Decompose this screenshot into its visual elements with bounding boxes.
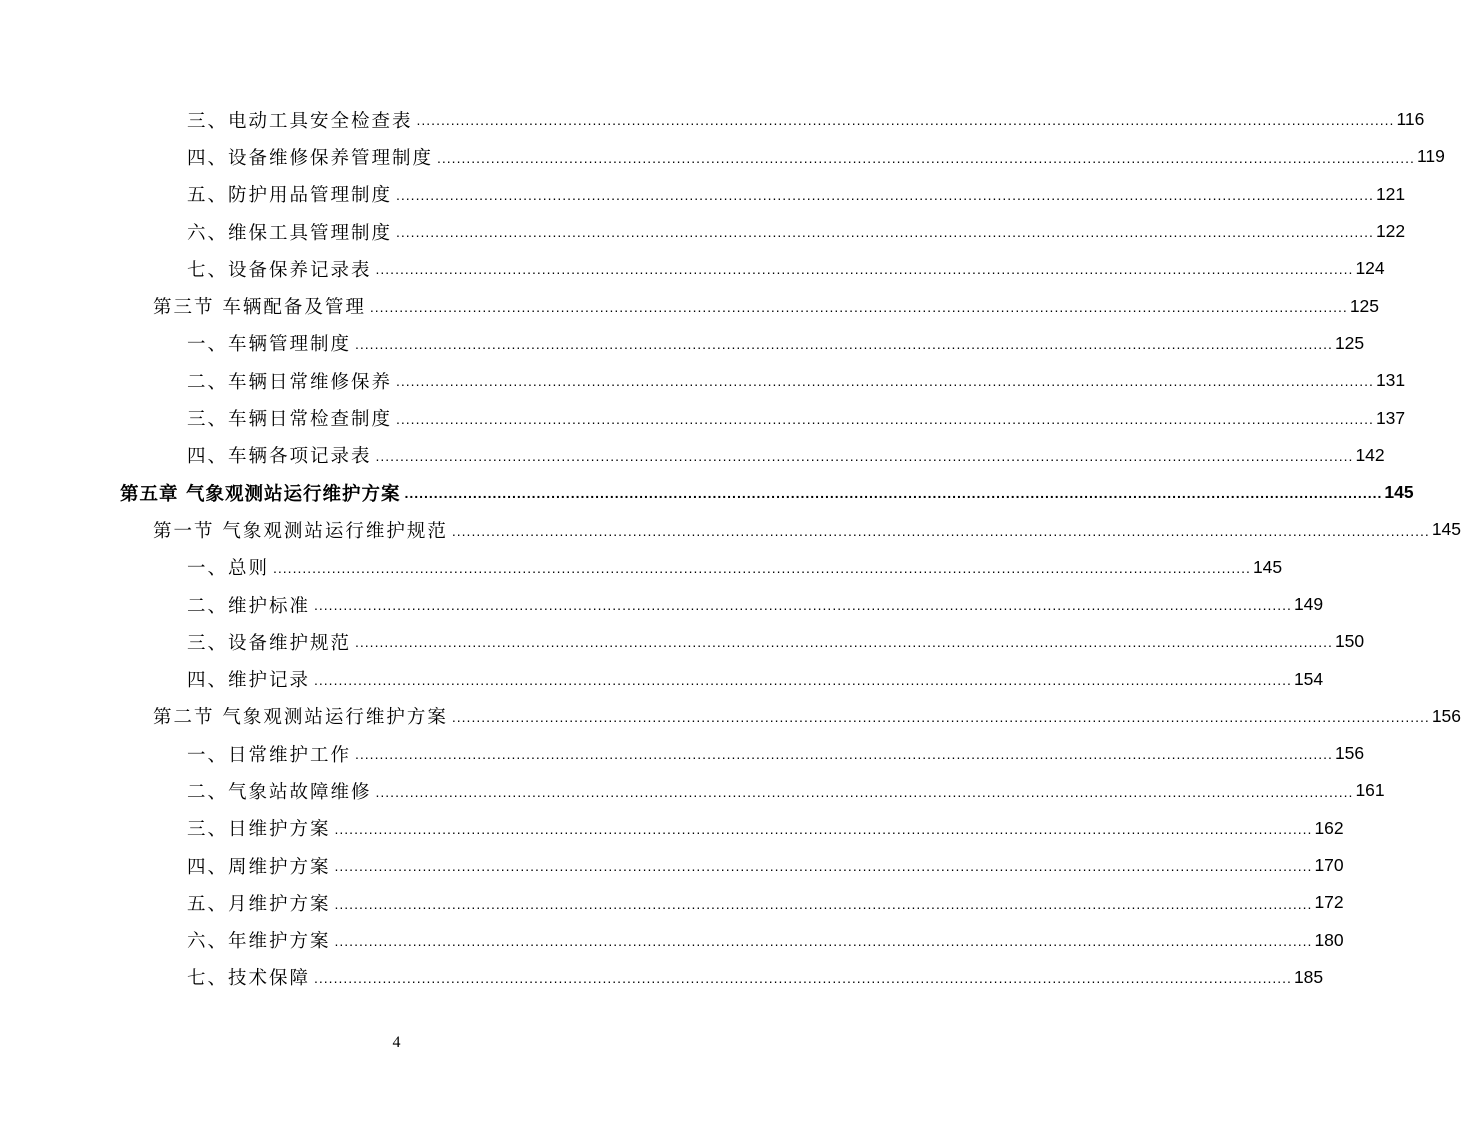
toc-section-entry[interactable]: [0, 698, 1461, 735]
toc-entry-page: 116: [1396, 109, 1425, 130]
toc-item-entry[interactable]: [0, 884, 1344, 921]
toc-item-entry[interactable]: [0, 660, 1324, 697]
dot-leader: ........................................................................................................................................................................................................: [334, 820, 1313, 837]
dot-leader: ........................................................................................................................................................................................................: [314, 970, 1292, 987]
dot-leader: ........................................................................................................................................................................................................: [396, 373, 1374, 390]
toc-item-entry[interactable]: [0, 325, 1365, 362]
toc-entry-title: 第一节 气象观测站运行维护规范: [153, 520, 448, 542]
toc-entry-title: 四、维护记录: [187, 670, 311, 692]
toc-item-entry[interactable]: [0, 213, 1406, 250]
dot-leader: ........................................................................................................................................................................................................: [334, 932, 1313, 949]
toc-entry-title: 四、设备维修保养管理制度: [187, 147, 434, 169]
toc-item-entry[interactable]: [0, 101, 1425, 138]
toc-entry-page: 180: [1314, 929, 1344, 950]
toc-item-entry[interactable]: [0, 959, 1324, 996]
toc-item-entry[interactable]: [0, 399, 1406, 436]
toc-item-entry[interactable]: [0, 437, 1385, 474]
toc-section-entry[interactable]: [0, 511, 1461, 548]
dot-leader: ........................................................................................................................................................................................................: [416, 112, 1395, 129]
toc-entry-page: 145: [1252, 556, 1283, 577]
toc-entry-title: 四、周维护方案: [187, 856, 331, 878]
dot-leader: ........................................................................................................................................................................................................: [396, 186, 1374, 203]
toc-chapter-entry[interactable]: [0, 474, 1414, 511]
toc-entry-title: 五、防护用品管理制度: [187, 185, 393, 207]
toc-entry-title: 一、总则: [187, 558, 270, 580]
page-number: 4: [392, 1034, 401, 1051]
dot-leader: ........................................................................................................................................................................................................: [375, 783, 1354, 800]
toc-item-entry[interactable]: [0, 138, 1445, 175]
dot-leader: ........................................................................................................................................................................................................: [396, 224, 1374, 241]
toc-entry-page: 137: [1375, 407, 1406, 428]
toc-item-entry[interactable]: [0, 772, 1385, 809]
dot-leader: ........................................................................................................................................................................................................: [375, 261, 1354, 278]
toc-item-entry[interactable]: [0, 250, 1385, 287]
toc-entry-title: 六、年维护方案: [187, 931, 331, 953]
toc-section-entry[interactable]: [0, 287, 1380, 324]
toc-entry-page: 149: [1293, 594, 1324, 614]
dot-leader: ........................................................................................................................................................................................................: [314, 597, 1292, 614]
dot-leader: ........................................................................................................................................................................................................: [396, 410, 1374, 427]
toc-entry-page: 145: [1384, 482, 1414, 503]
dot-leader: ........................................................................................................................................................................................................: [355, 336, 1333, 353]
toc-entry-title: 三、日维护方案: [187, 819, 331, 841]
toc-item-entry[interactable]: [0, 176, 1406, 213]
dot-leader: ........................................................................................................................................................................................................: [404, 485, 1383, 502]
toc-entry-page: 124: [1355, 258, 1385, 279]
toc-entry-page: 125: [1334, 332, 1365, 353]
toc-entry-title: 六、维保工具管理制度: [187, 222, 393, 244]
toc-item-entry[interactable]: [0, 549, 1283, 586]
toc-entry-page: 125: [1349, 295, 1380, 316]
dot-leader: ........................................................................................................................................................................................................: [375, 447, 1354, 464]
toc-entry-page: 154: [1293, 668, 1324, 689]
table-of-contents: [0, 101, 1461, 996]
toc-entry-page: 161: [1355, 780, 1385, 801]
toc-entry-title: 三、电动工具安全检查表: [187, 110, 413, 132]
toc-entry-title: 二、车辆日常维修保养: [187, 371, 393, 393]
toc-entry-title: 三、设备维护规范: [187, 632, 352, 654]
toc-entry-page: 162: [1314, 817, 1344, 838]
toc-item-entry[interactable]: [0, 586, 1324, 623]
toc-entry-title: 三、车辆日常检查制度: [187, 409, 393, 431]
dot-leader: ........................................................................................................................................................................................................: [451, 522, 1430, 539]
toc-item-entry[interactable]: [0, 810, 1344, 847]
toc-entry-page: 156: [1334, 743, 1365, 764]
toc-entry-page: 170: [1314, 855, 1344, 876]
dot-leader: ........................................................................................................................................................................................................: [369, 298, 1348, 315]
toc-entry-title: 二、维护标准: [187, 595, 311, 617]
toc-item-entry[interactable]: [0, 362, 1406, 399]
toc-entry-page: 121: [1375, 183, 1406, 204]
toc-entry-title: 五、月维护方案: [187, 893, 331, 915]
toc-item-entry[interactable]: [0, 735, 1365, 772]
toc-entry-title: 第二节 气象观测站运行维护方案: [153, 707, 448, 729]
dot-leader: ........................................................................................................................................................................................................: [451, 709, 1430, 726]
toc-entry-page: 185: [1293, 966, 1324, 987]
toc-entry-title: 第三节 车辆配备及管理: [153, 297, 366, 319]
toc-entry-page: 142: [1355, 444, 1385, 465]
toc-entry-page: 156: [1431, 705, 1461, 726]
toc-entry-page: 145: [1431, 519, 1461, 540]
toc-item-entry[interactable]: [0, 922, 1344, 959]
toc-entry-page: 119: [1416, 146, 1445, 167]
toc-entry-title: 二、气象站故障维修: [187, 781, 372, 803]
dot-leader: ........................................................................................................................................................................................................: [355, 746, 1333, 763]
toc-entry-page: 122: [1375, 221, 1406, 242]
toc-item-entry[interactable]: [0, 623, 1365, 660]
toc-entry-title: 七、技术保障: [187, 968, 311, 990]
toc-entry-title: 一、日常维护工作: [187, 744, 352, 766]
toc-entry-page: 150: [1334, 631, 1365, 652]
toc-entry-page: 172: [1314, 892, 1344, 913]
dot-leader: ........................................................................................................................................................................................................: [314, 671, 1292, 688]
dot-leader: ........................................................................................................................................................................................................: [334, 858, 1313, 875]
toc-entry-title: 一、车辆管理制度: [187, 334, 352, 356]
dot-leader: ........................................................................................................................................................................................................: [355, 634, 1333, 651]
toc-entry-page: 131: [1375, 370, 1406, 391]
toc-entry-title: 七、设备保养记录表: [187, 259, 372, 281]
toc-entry-title: 四、车辆各项记录表: [187, 446, 372, 468]
toc-item-entry[interactable]: [0, 847, 1344, 884]
dot-leader: ........................................................................................................................................................................................................: [437, 149, 1415, 166]
dot-leader: ........................................................................................................................................................................................................: [334, 895, 1313, 912]
toc-entry-title: 第五章 气象观测站运行维护方案: [120, 483, 401, 505]
dot-leader: ........................................................................................................................................................................................................: [273, 559, 1251, 576]
